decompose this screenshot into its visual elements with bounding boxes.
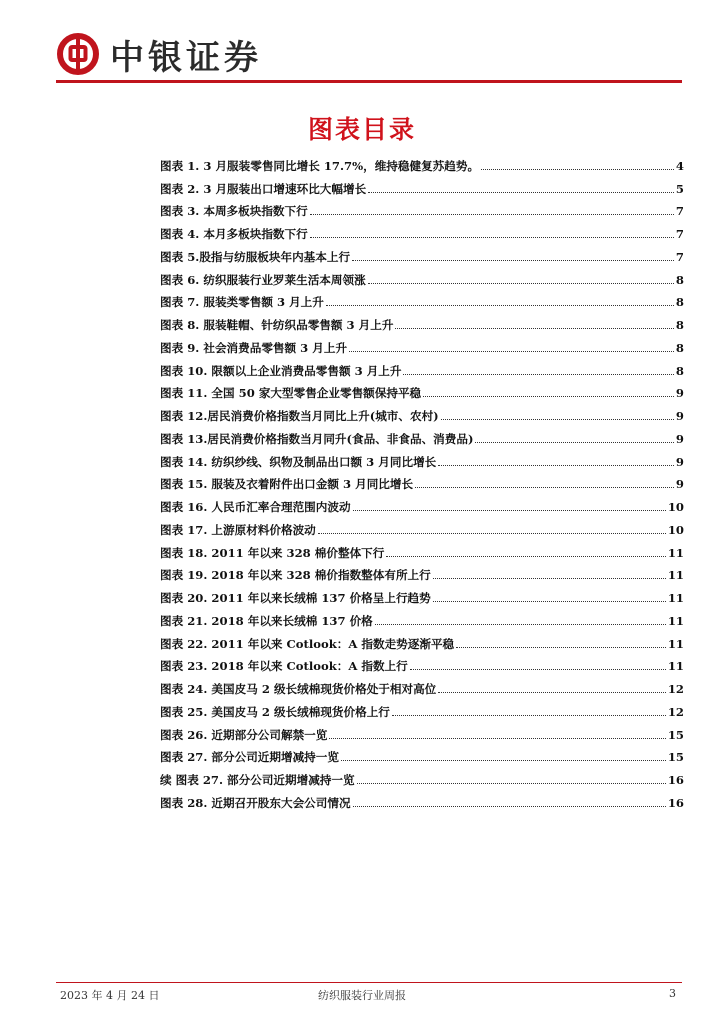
toc-dot-leader xyxy=(410,669,666,670)
toc-dot-leader xyxy=(349,351,674,352)
toc-entry-page: 4 xyxy=(675,158,684,173)
toc-entry-label: 图表 28. 近期召开股东大会公司情况 xyxy=(160,795,351,810)
toc-entry[interactable] xyxy=(160,719,684,742)
toc-entry[interactable] xyxy=(160,491,684,514)
toc-entry-label: 图表 25. 美国皮马 2 级长绒棉现货价格上行 xyxy=(160,704,390,719)
toc-entry-label: 续 图表 27. 部分公司近期增减持一览 xyxy=(160,773,355,787)
toc-entry-page: 9 xyxy=(675,431,684,446)
toc-dot-leader xyxy=(423,396,674,397)
toc-entry[interactable] xyxy=(160,537,684,560)
toc-entry-page: 12 xyxy=(667,704,684,719)
page-title: 图表目录 xyxy=(307,115,416,144)
toc-entry[interactable] xyxy=(160,469,684,492)
toc-entry-label: 图表 4. 本月多板块指数下行 xyxy=(160,227,308,241)
toc-entry-label: 图表 3. 本周多板块指数下行 xyxy=(160,204,308,219)
toc-entry-page: 5 xyxy=(675,181,684,196)
toc-entry-label: 图表 15. 服装及衣着附件出口金额 3 月同比增长 xyxy=(160,477,414,492)
toc-entry-label: 图表 26. 近期部分公司解禁一览 xyxy=(160,727,328,742)
toc-entry-page: 9 xyxy=(675,409,684,423)
toc-dot-leader xyxy=(368,283,674,284)
toc-entry-label: 图表 2. 3 月服装出口增速环比大幅增长 xyxy=(160,181,367,196)
toc-dot-leader xyxy=(433,578,666,579)
toc-entry[interactable] xyxy=(160,400,684,423)
header-divider xyxy=(56,80,682,83)
toc-dot-leader xyxy=(438,465,674,466)
toc-dot-leader xyxy=(310,237,674,238)
toc-entry-label: 图表 24. 美国皮马 2 级长绒棉现货价格处于相对高位 xyxy=(160,682,437,696)
toc-entry-page: 7 xyxy=(675,204,684,219)
toc-dot-leader xyxy=(318,533,666,534)
toc-entry[interactable] xyxy=(160,764,684,787)
toc-entry-label: 图表 13.居民消费价格指数当月同升(食品、非食品、消费品) xyxy=(160,431,474,446)
brand-name: 中银证券 xyxy=(110,37,262,78)
toc-entry-page: 7 xyxy=(675,249,684,264)
toc-entry-page: 12 xyxy=(667,682,684,696)
toc-entry-label: 图表 5.股指与纺服板块年内基本上行 xyxy=(160,249,351,264)
toc-entry-label: 图表 6. 纺织服装行业罗莱生活本周领涨 xyxy=(160,272,366,287)
toc-entry[interactable] xyxy=(160,514,684,537)
toc-entry[interactable] xyxy=(160,378,684,401)
toc-entry-page: 10 xyxy=(667,500,684,514)
toc-entry-label: 图表 22. 2011 年以来 Cotlook：A 指数走势逐渐平稳 xyxy=(160,636,455,651)
toc-entry-label: 图表 23. 2018 年以来 Cotlook：A 指数上行 xyxy=(160,659,408,674)
toc-entry-label: 图表 7. 服装类零售额 3 月上升 xyxy=(160,295,324,310)
toc-entry-page: 16 xyxy=(667,773,684,787)
toc-entry-page: 15 xyxy=(667,727,684,742)
bank-of-china-logo-icon xyxy=(56,32,100,76)
toc-dot-leader xyxy=(326,305,674,306)
toc-entry[interactable] xyxy=(160,651,684,674)
toc-entry-label: 图表 20. 2011 年以来长绒棉 137 价格呈上行趋势 xyxy=(160,591,431,605)
toc-entry[interactable] xyxy=(160,264,684,287)
toc-entry-label: 图表 10. 限额以上企业消费品零售额 3 月上升 xyxy=(160,363,402,378)
toc-entry[interactable] xyxy=(160,605,684,628)
toc-entry[interactable] xyxy=(160,628,684,651)
toc-dot-leader xyxy=(341,760,666,761)
toc-entry[interactable] xyxy=(160,446,684,469)
toc-entry[interactable] xyxy=(160,787,684,810)
toc-dot-leader xyxy=(375,624,666,625)
toc-entry-page: 8 xyxy=(675,295,684,310)
footer-report-name: 纺织服装行业周报 xyxy=(318,989,406,1002)
toc-entry-label: 图表 18. 2011 年以来 328 棉价整体下行 xyxy=(160,545,385,560)
toc-dot-leader xyxy=(353,510,666,511)
toc-dot-leader xyxy=(481,169,674,170)
toc-entry-page: 9 xyxy=(675,477,684,492)
toc-entry-page: 11 xyxy=(667,568,684,583)
toc-entry-page: 10 xyxy=(667,522,684,537)
toc-entry-label: 图表 8. 服装鞋帽、针纺织品零售额 3 月上升 xyxy=(160,318,394,332)
toc-dot-leader xyxy=(310,214,674,215)
toc-entry-label: 图表 17. 上游原材料价格波动 xyxy=(160,522,316,537)
toc-dot-leader xyxy=(353,806,666,807)
table-of-figures xyxy=(160,150,684,810)
toc-entry-page: 8 xyxy=(675,272,684,287)
toc-dot-leader xyxy=(415,487,674,488)
toc-dot-leader xyxy=(438,692,666,693)
toc-entry[interactable] xyxy=(160,423,684,446)
toc-entry-page: 11 xyxy=(667,545,684,560)
toc-entry-page: 16 xyxy=(667,795,684,810)
toc-entry-label: 图表 9. 社会消费品零售额 3 月上升 xyxy=(160,340,348,355)
toc-entry[interactable] xyxy=(160,673,684,696)
toc-entry-page: 11 xyxy=(667,591,684,605)
toc-entry-page: 11 xyxy=(667,659,684,674)
toc-dot-leader xyxy=(352,260,674,261)
toc-entry[interactable] xyxy=(160,332,684,355)
toc-entry-page: 15 xyxy=(667,750,684,765)
toc-dot-leader xyxy=(329,738,665,739)
toc-dot-leader xyxy=(392,715,666,716)
toc-entry-label: 图表 1. 3 月服装零售同比增长 17.7%，维持稳健复苏趋势。 xyxy=(160,158,480,173)
toc-dot-leader xyxy=(368,192,674,193)
toc-dot-leader xyxy=(395,328,674,329)
toc-entry[interactable] xyxy=(160,582,684,605)
toc-entry-page: 8 xyxy=(675,340,684,355)
toc-entry-label: 图表 11. 全国 50 家大型零售企业零售额保持平稳 xyxy=(160,386,422,401)
toc-entry-page: 9 xyxy=(675,386,684,401)
page-header xyxy=(56,30,262,78)
toc-entry[interactable] xyxy=(160,696,684,719)
toc-dot-leader xyxy=(441,419,674,420)
footer-date: 2023 年 4 月 24 日 xyxy=(60,989,160,1002)
toc-entry[interactable] xyxy=(160,742,684,765)
toc-entry[interactable] xyxy=(160,560,684,583)
toc-entry[interactable] xyxy=(160,241,684,264)
toc-entry-label: 图表 16. 人民币汇率合理范围内波动 xyxy=(160,500,351,514)
footer-divider xyxy=(56,982,682,983)
toc-dot-leader xyxy=(357,783,666,784)
toc-entry-page: 11 xyxy=(667,613,684,628)
toc-entry-page: 9 xyxy=(675,454,684,469)
toc-entry[interactable] xyxy=(160,173,684,196)
toc-entry-label: 图表 14. 纺织纱线、织物及制品出口额 3 月同比增长 xyxy=(160,454,437,469)
toc-entry-page: 7 xyxy=(675,227,684,241)
toc-entry-label: 图表 12.居民消费价格指数当月同比上升(城市、农村) xyxy=(160,409,439,423)
toc-dot-leader xyxy=(386,556,666,557)
toc-entry-page: 8 xyxy=(675,318,684,332)
toc-entry-label: 图表 21. 2018 年以来长绒棉 137 价格 xyxy=(160,613,373,628)
toc-entry[interactable] xyxy=(160,196,684,219)
toc-entry[interactable] xyxy=(160,309,684,332)
toc-dot-leader xyxy=(475,442,673,443)
toc-entry[interactable] xyxy=(160,287,684,310)
toc-entry[interactable] xyxy=(160,355,684,378)
toc-entry[interactable] xyxy=(160,150,684,173)
toc-entry-label: 图表 27. 部分公司近期增减持一览 xyxy=(160,750,339,765)
footer-page-number: 3 xyxy=(669,987,676,1000)
toc-entry-label: 图表 19. 2018 年以来 328 棉价指数整体有所上行 xyxy=(160,568,431,583)
toc-entry[interactable] xyxy=(160,218,684,241)
toc-entry-page: 11 xyxy=(667,636,684,651)
toc-dot-leader xyxy=(403,374,673,375)
toc-dot-leader xyxy=(433,601,666,602)
toc-dot-leader xyxy=(456,647,666,648)
toc-entry-page: 8 xyxy=(675,363,684,378)
